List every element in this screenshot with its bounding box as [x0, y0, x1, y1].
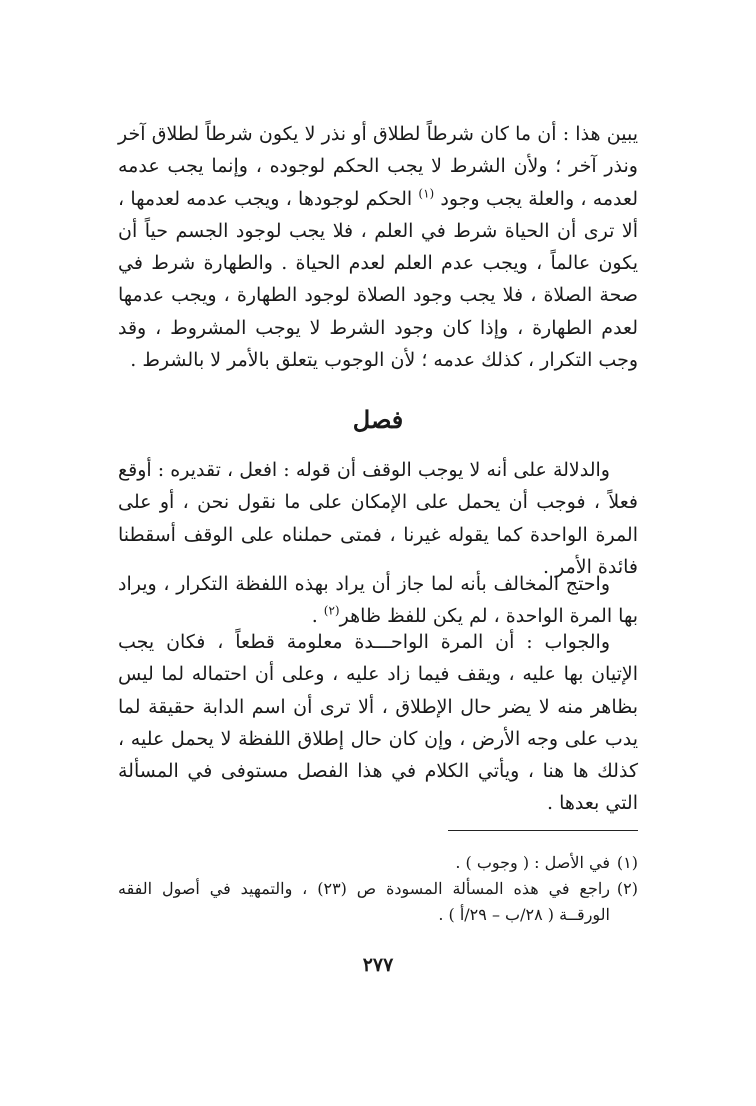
footnotes: [118, 850, 638, 928]
section-heading: فصل: [352, 405, 404, 434]
paragraph-4-block: [118, 626, 638, 820]
page-number: ٢٧٧: [362, 954, 394, 976]
footnote-2: [118, 876, 638, 928]
footnote-ref-2: (٢): [323, 603, 340, 618]
paragraph-4: والجواب : أن المرة الواحـــدة معلومة قطعاً ، فكان يجب الإتيان بها عليه ، ويقف فيما زاد عليه ، وعلى أن احتماله لما ليس بظاهر منه لا يضر حال الإطلاق ، ألا ترى أن اسم الدابة حقيقة لما يدب على وجه الأرض ، وإن كان حال إطلاق اللفظة لا يحمل عليه ، كذلك ها هنا ، ويأتي الكلام في هذا الفصل مستوفى في المسألة التي بعدها .: [118, 631, 638, 815]
paragraph-3-end: .: [311, 605, 324, 628]
footnote-1: [118, 850, 638, 876]
paragraph-3-block: [118, 568, 638, 633]
paragraph-1-text: يبين هذا : أن ما كان شرطاً لطلاق أو نذر لا يكون شرطاً لطلاق آخر ونذر آخر ؛ ولأن الشرط لا يجب الحكم لوجوده ، وإنما يجب عدمه لعدمه ، والعلة يجب وجود $^{(١)}$ الحكم لوجودها ، ويجب عدمه لعدمها ، ألا ترى أن الحياة شرط في العلم ، فلا يجب لوجود الجسم حياً أن يكون عالماً ، ويجب عدم العلم لعدم الحياة . والطهارة شرط في صحة الصلاة ، فلا يجب وجود الصلاة لوجود الطهارة ، ويجب عدمها لعدم الطهارة ، وإذا كان وجود الشرط لا يوجب المشروط ، وقد وجب التكرار ، كذلك عدمه ؛ لأن الوجوب يتعلق بالأمر لا بالشرط .: [118, 123, 638, 372]
footnote-ref-1: (١): [418, 186, 435, 201]
paragraph-3-text: واحتج المخالف بأنه لما جاز أن يراد بهذه اللفظة التكرار ، ويراد بها المرة الواحدة ، لم يكن للفظ ظاهر: [118, 573, 638, 628]
footnote-number: (٢): [616, 879, 638, 898]
footnote-number: (١): [616, 853, 638, 872]
paragraph-2: والدلالة على أنه لا يوجب الوقف أن قوله : افعل ، تقديره : أوقع فعلاً ، فوجب أن يحمل على الإمكان على ما نقول نحن ، أو على المرة الواحدة كما يقوله غيرنا ، فمتى حملناه على الوقف أسقطنا فائدة الأمر .: [118, 459, 638, 578]
footnote-text: في الأصل : ( وجوب ) .: [455, 853, 610, 872]
paragraph-3: [118, 568, 638, 633]
paragraph-1: [118, 118, 638, 376]
paragraph-2-block: [118, 454, 638, 583]
footnote-text: راجع في هذه المسألة المسودة ص (٢٣) ، والتمهيد في أصول الفقه الورقــة ( ٢٨/ب – ٢٩/أ ) .: [118, 879, 611, 924]
document-page: [118, 118, 638, 1078]
footnote-separator: [448, 830, 638, 831]
